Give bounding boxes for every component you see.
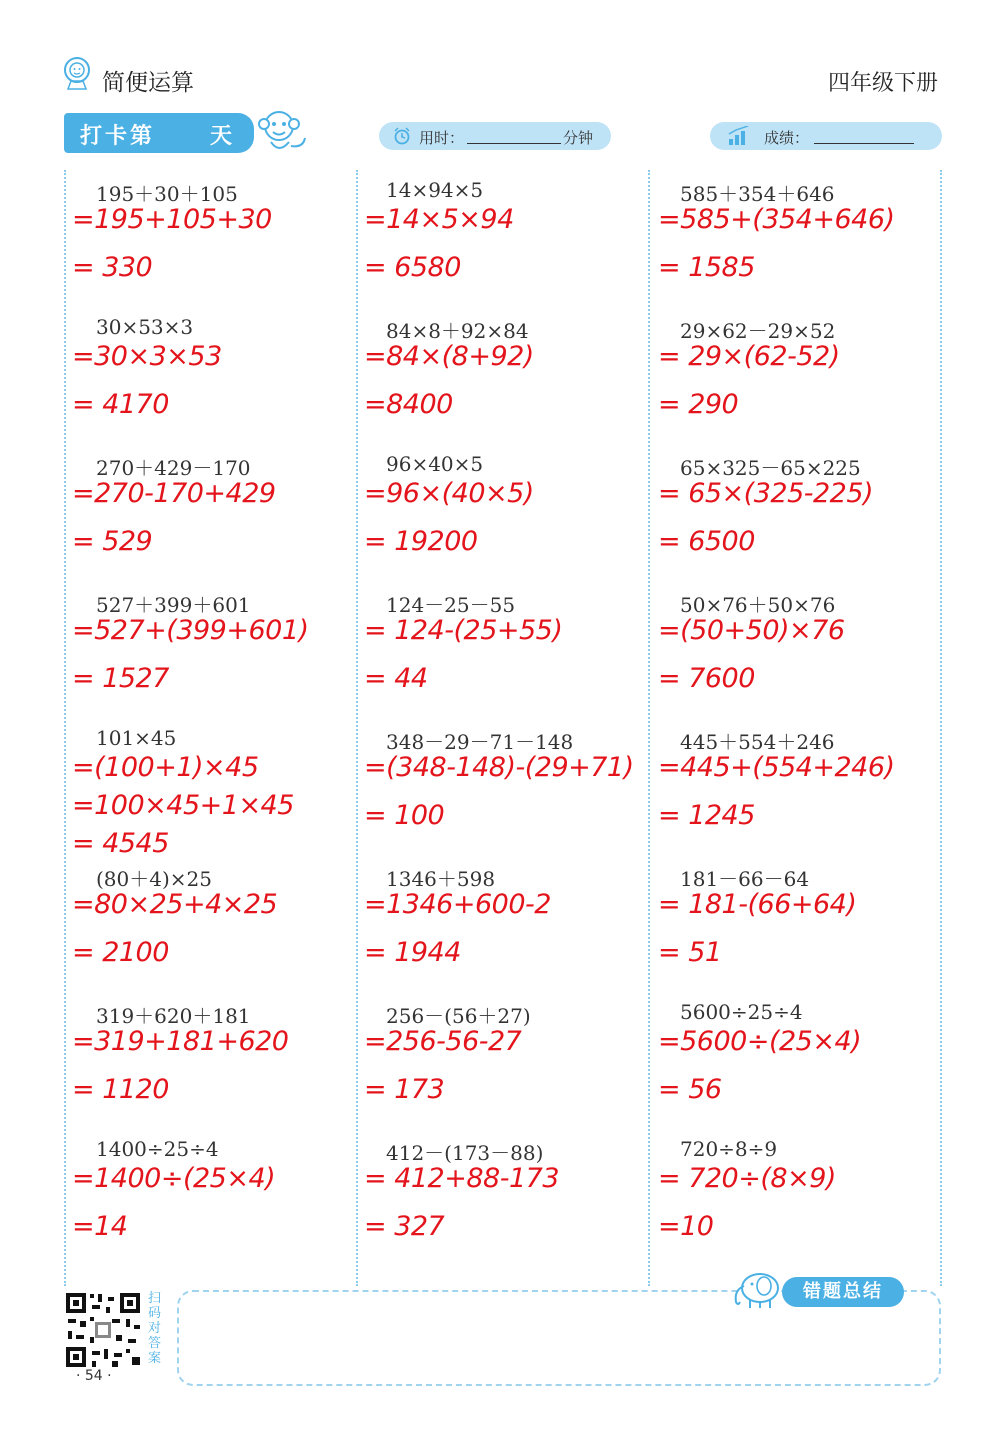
problem-expression: 1400÷25÷4 xyxy=(96,1137,219,1161)
handwritten-answer-line: = 7600 xyxy=(658,663,755,694)
handwritten-answer-line: = 6500 xyxy=(658,526,755,557)
handwritten-answer-line: = 529 xyxy=(72,526,153,557)
problem-expression: 445＋554＋246 xyxy=(680,730,835,754)
problem-expression: 270＋429－170 xyxy=(96,456,251,480)
problem-expression: 585＋354＋646 xyxy=(680,182,835,206)
handwritten-answer-line: =(50+50)×76 xyxy=(658,615,845,646)
handwritten-answer-line: = 44 xyxy=(364,663,428,694)
punch-card-banner xyxy=(64,113,254,153)
handwritten-answer-line: = 4545 xyxy=(72,828,169,859)
problem-expression: 14×94×5 xyxy=(386,178,484,202)
problem-expression: 124－25－55 xyxy=(386,593,516,617)
problem-expression: 5600÷25÷4 xyxy=(680,1000,803,1024)
score-field[interactable] xyxy=(710,122,942,150)
problem-expression: 412－(173－88) xyxy=(386,1141,544,1165)
problem-expression: 50×76＋50×76 xyxy=(680,593,836,617)
handwritten-answer-line: = 6580 xyxy=(364,252,461,283)
handwritten-answer-line: = 124-(25+55) xyxy=(364,615,563,646)
handwritten-answer-line: = 29×(62-52) xyxy=(658,341,840,372)
handwritten-answer-line: = 1245 xyxy=(658,800,755,831)
problem-expression: 84×8＋92×84 xyxy=(386,319,529,343)
problem-expression: (80＋4)×25 xyxy=(96,867,212,891)
handwritten-answer-line: =585+(354+646) xyxy=(658,204,895,235)
handwritten-answer-line: =319+181+620 xyxy=(72,1026,289,1057)
handwritten-answer-line: = 1120 xyxy=(72,1074,169,1105)
handwritten-answer-line: = 181-(66+64) xyxy=(658,889,857,920)
handwritten-answer-line: =256-56-27 xyxy=(364,1026,522,1057)
handwritten-answer-line: = 1527 xyxy=(72,663,169,694)
problem-expression: 720÷8÷9 xyxy=(680,1137,778,1161)
right-border xyxy=(940,170,942,1286)
punch-day-label: 天 xyxy=(210,124,233,149)
handwritten-answer-line: = 330 xyxy=(72,252,153,283)
error-summary-label: 错题总结 xyxy=(782,1277,904,1307)
problem-expression: 30×53×3 xyxy=(96,315,194,339)
elephant-icon xyxy=(730,1268,786,1310)
problem-expression: 65×325－65×225 xyxy=(680,456,861,480)
clock-icon xyxy=(393,127,411,145)
problem-expression: 195＋30＋105 xyxy=(96,182,238,206)
handwritten-answer-line: = 1585 xyxy=(658,252,755,283)
time-field[interactable] xyxy=(379,122,611,150)
time-label: 用时： xyxy=(419,129,465,147)
handwritten-answer-line: =14 xyxy=(72,1211,128,1242)
handwritten-answer-line: =270-170+429 xyxy=(72,478,276,509)
handwritten-answer-line: = 19200 xyxy=(364,526,478,557)
lion-logo-icon xyxy=(62,56,92,90)
time-unit-label: 分钟 xyxy=(563,129,594,147)
handwritten-answer-line: =(348-148)-(29+71) xyxy=(364,752,634,783)
handwritten-answer-line: =1400÷(25×4) xyxy=(72,1163,276,1194)
bar-chart-icon xyxy=(728,126,750,146)
punch-label: 打卡第 xyxy=(80,124,156,149)
problem-expression: 319＋620＋181 xyxy=(96,1004,251,1028)
handwritten-answer-line: = 2100 xyxy=(72,937,169,968)
handwritten-answer-line: = 65×(325-225) xyxy=(658,478,874,509)
book-title: 简便运算 xyxy=(102,70,194,96)
handwritten-answer-line: = 412+88-173 xyxy=(364,1163,559,1194)
handwritten-answer-line: = 4170 xyxy=(72,389,169,420)
handwritten-answer-line: = 290 xyxy=(658,389,739,420)
handwritten-answer-line: =80×25+4×25 xyxy=(72,889,278,920)
problem-expression: 1346＋598 xyxy=(386,867,496,891)
column-divider xyxy=(356,170,358,1286)
time-blank xyxy=(467,143,561,144)
problem-expression: 29×62－29×52 xyxy=(680,319,836,343)
handwritten-answer-line: =1346+600-2 xyxy=(364,889,551,920)
handwritten-answer-line: = 1944 xyxy=(364,937,461,968)
problem-expression: 96×40×5 xyxy=(386,452,484,476)
handwritten-answer-line: = 56 xyxy=(658,1074,722,1105)
handwritten-answer-line: = 51 xyxy=(658,937,722,968)
handwritten-answer-line: =30×3×53 xyxy=(72,341,222,372)
problem-expression: 181－66－64 xyxy=(680,867,810,891)
problem-expression: 348－29－71－148 xyxy=(386,730,574,754)
handwritten-answer-line: =84×(8+92) xyxy=(364,341,534,372)
page-number: · 54 · xyxy=(76,1368,112,1384)
handwritten-answer-line: =5600÷(25×4) xyxy=(658,1026,862,1057)
handwritten-answer-line: =96×(40×5) xyxy=(364,478,534,509)
handwritten-answer-line: =100×45+1×45 xyxy=(72,790,294,821)
problem-expression: 527＋399＋601 xyxy=(96,593,251,617)
handwritten-answer-line: = 173 xyxy=(364,1074,445,1105)
monkey-mascot-icon xyxy=(255,104,309,158)
scan-for-answers-label: 扫码对答案 xyxy=(148,1291,162,1366)
grade-label: 四年级下册 xyxy=(827,71,938,96)
problem-expression: 101×45 xyxy=(96,726,177,750)
qr-code-icon[interactable] xyxy=(64,1291,142,1369)
handwritten-answer-line: =14×5×94 xyxy=(364,204,514,235)
handwritten-answer-line: =8400 xyxy=(364,389,453,420)
handwritten-answer-line: = 720÷(8×9) xyxy=(658,1163,836,1194)
score-label: 成绩： xyxy=(764,129,810,147)
handwritten-answer-line: =527+(399+601) xyxy=(72,615,309,646)
handwritten-answer-line: =(100+1)×45 xyxy=(72,752,259,783)
column-divider xyxy=(648,170,650,1286)
score-blank xyxy=(814,143,914,144)
handwritten-answer-line: = 327 xyxy=(364,1211,445,1242)
handwritten-answer-line: = 100 xyxy=(364,800,445,831)
handwritten-answer-line: =445+(554+246) xyxy=(658,752,895,783)
handwritten-answer-line: =195+105+30 xyxy=(72,204,272,235)
problem-expression: 256－(56＋27) xyxy=(386,1004,531,1028)
left-border xyxy=(64,170,66,1286)
handwritten-answer-line: =10 xyxy=(658,1211,714,1242)
